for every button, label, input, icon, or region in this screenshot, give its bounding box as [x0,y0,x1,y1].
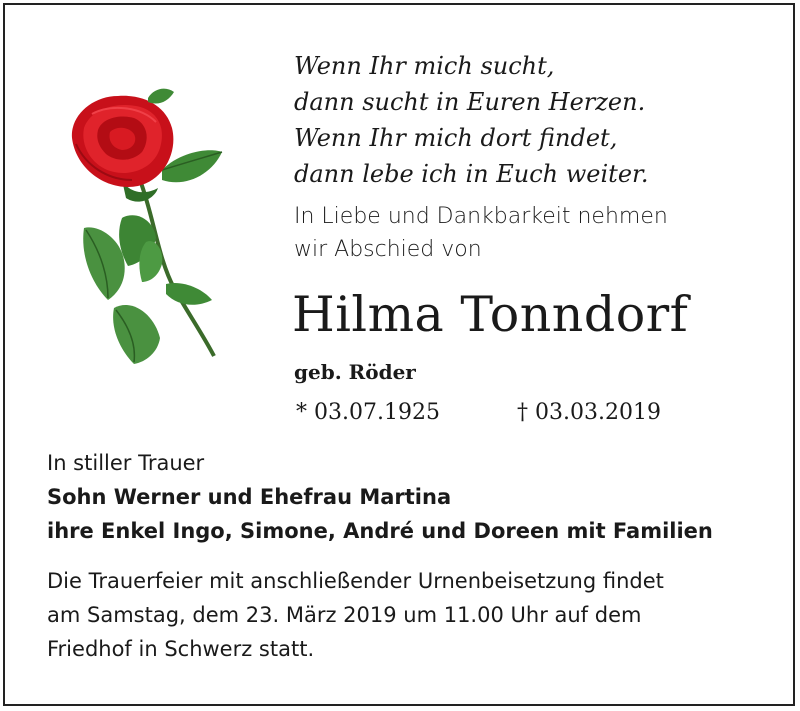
funeral-line: Friedhof in Schwerz statt. [47,637,315,661]
poem-line: Wenn Ihr mich dort findet, [294,124,618,152]
funeral-line: Die Trauerfeier mit anschließender Urnenbeisetzung findet [47,569,664,593]
birth-date: * 03.07.1925 [296,400,440,425]
poem-line: dann sucht in Euren Herzen. [294,88,646,116]
red-rose-icon [62,88,232,368]
death-date: † 03.03.2019 [517,400,661,425]
funeral-details [47,564,767,666]
mourners-intro: In stiller Trauer [47,451,205,475]
poem-line: dann lebe ich in Euch weiter. [294,160,649,188]
intro-line: In Liebe und Dankbarkeit nehmen [294,204,668,229]
mourner-line: ihre Enkel Ingo, Simone, André und Doreen mit Familien [47,519,713,543]
mourners-block [47,446,713,548]
intro-line: wir Abschied von [294,237,482,262]
birth-name: geb. Röder [294,360,416,384]
deceased-name: Hilma Tonndorf [292,286,689,343]
funeral-line: am Samstag, dem 23. März 2019 um 11.00 Uhr auf dem [47,603,642,627]
farewell-intro [294,200,668,266]
poem-line: Wenn Ihr mich sucht, [294,52,555,80]
mourner-line: Sohn Werner und Ehefrau Martina [47,485,452,509]
memorial-poem [294,48,649,192]
